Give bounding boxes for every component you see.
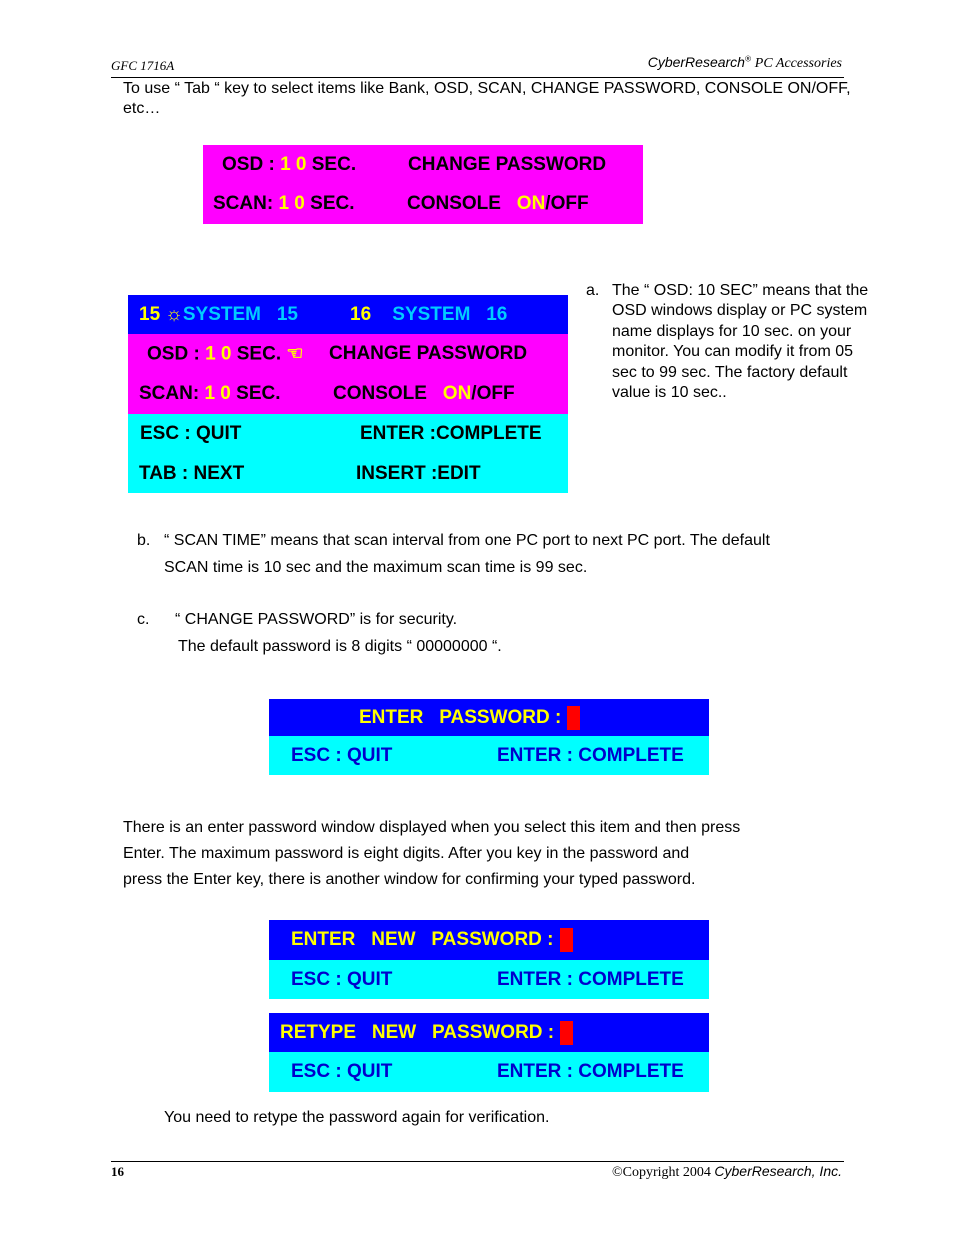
header-brand-line (648, 54, 842, 72)
sun-icon: ☼ (165, 303, 183, 325)
osd-setting-2[interactable]: OSD : 1 0 SEC. ☜ (147, 343, 304, 365)
bank-row (128, 295, 568, 334)
note-c (137, 606, 502, 660)
scan-row-2 (128, 374, 568, 414)
para-line3: press the Enter key, there is another window for confirming your typed password. (123, 871, 696, 888)
header-rule (111, 77, 844, 78)
enter-complete-hint-2: ENTER : COMPLETE (497, 968, 684, 990)
new-password-hints (269, 960, 709, 999)
para-line1: There is an enter password window displayed when you select this item and then press (123, 819, 741, 836)
pointing-hand-icon: ☜ (286, 343, 304, 365)
note-c-line1: “ CHANGE PASSWORD” is for security. (175, 611, 458, 628)
note-b-line2: SCAN time is 10 sec and the maximum scan time is 99 sec. (164, 559, 588, 576)
new-password-prompt: ENTER NEW PASSWORD : (291, 928, 573, 952)
scan-value: 1 0 (278, 193, 305, 214)
enter-password-row (269, 699, 709, 736)
console-toggle-2[interactable]: CONSOLE ON/OFF (333, 383, 515, 404)
scan-setting-2[interactable]: SCAN: 1 0 SEC. (139, 383, 281, 404)
para-line2: Enter. The maximum password is eight digits. After you key in the password and (123, 845, 690, 862)
bank-left[interactable]: 15 ☼SYSTEM 15 (139, 303, 298, 325)
hint-row-2 (128, 454, 568, 493)
note-c-line2: The default password is 8 digits “ 00000000 “. (178, 638, 502, 655)
enter-complete-hint: ENTER : COMPLETE (497, 744, 684, 766)
esc-quit-hint-2: ESC : QUIT (291, 968, 393, 990)
new-password-cursor[interactable] (560, 928, 573, 952)
header-tagline: PC Accessories (754, 56, 842, 71)
closing-text: You need to retype the password again for verification. (164, 1109, 550, 1126)
tab-hint: TAB : NEXT (139, 462, 245, 484)
registered-mark: ® (744, 54, 751, 64)
password-cursor[interactable] (567, 706, 580, 730)
note-a-label: a. (586, 282, 600, 299)
bank-right[interactable]: 16 SYSTEM 16 (350, 303, 508, 325)
footer-rule (111, 1161, 844, 1162)
osd-menu-box (203, 145, 643, 224)
note-b (137, 527, 770, 581)
osd-row-2 (128, 334, 568, 374)
scan-row (203, 184, 643, 224)
osd-setting[interactable]: OSD : 1 0 SEC. (222, 153, 357, 175)
intro-text: To use “ Tab “ key to select items like Bank, OSD, SCAN, CHANGE PASSWORD, CONSOLE ON/OFF, etc… (123, 80, 851, 117)
note-b-label: b. (137, 532, 151, 549)
hint-row-1 (128, 414, 568, 454)
esc-quit-hint-3: ESC : QUIT (291, 1061, 393, 1082)
change-password-item[interactable]: CHANGE PASSWORD (408, 153, 607, 175)
enter-password-prompt: ENTER PASSWORD : (359, 706, 580, 730)
enter-password-hints (269, 736, 709, 775)
new-password-box (269, 920, 709, 999)
esc-quit-hint: ESC : QUIT (291, 744, 393, 766)
enter-complete-hint-3: ENTER : COMPLETE (497, 1061, 684, 1082)
page-number: 16 (111, 1164, 124, 1179)
osd-value: 1 0 (280, 153, 307, 175)
note-a-text: The “ OSD: 10 SEC” means that the OSD windows display or PC system name displays for 10 sec. on your monitor. You can modify it from 05 sec to 99 sec. The factory default value is 10 sec.. (612, 282, 869, 402)
osd-row (203, 145, 643, 184)
note-c-label: c. (137, 611, 150, 628)
retype-password-box (269, 1013, 709, 1092)
retype-password-prompt: RETYPE NEW PASSWORD : (280, 1021, 573, 1045)
retype-password-row (269, 1013, 709, 1052)
console-toggle[interactable]: CONSOLE ON/OFF (407, 193, 589, 214)
change-password-item-2[interactable]: CHANGE PASSWORD (329, 343, 528, 364)
header-brand: CyberResearch (647, 54, 745, 70)
footer-copyright: ©Copyright 2004 CyberResearch, Inc. (611, 1163, 842, 1180)
enter-password-box (269, 699, 709, 775)
enter-hint: ENTER :COMPLETE (360, 423, 542, 444)
header-model: GFC 1716A (111, 58, 175, 73)
osd-full-menu-box (128, 295, 568, 493)
insert-hint: INSERT :EDIT (356, 462, 481, 484)
retype-password-hints (269, 1052, 709, 1092)
retype-password-cursor[interactable] (560, 1021, 573, 1045)
note-b-line1: “ SCAN TIME” means that scan interval from one PC port to next PC port. The default (164, 532, 770, 549)
footer-company: CyberResearch, Inc. (714, 1163, 842, 1179)
esc-hint: ESC : QUIT (140, 423, 242, 444)
password-paragraph (123, 815, 740, 893)
scan-setting[interactable]: SCAN: 1 0 SEC. (213, 193, 355, 214)
new-password-row (269, 920, 709, 960)
